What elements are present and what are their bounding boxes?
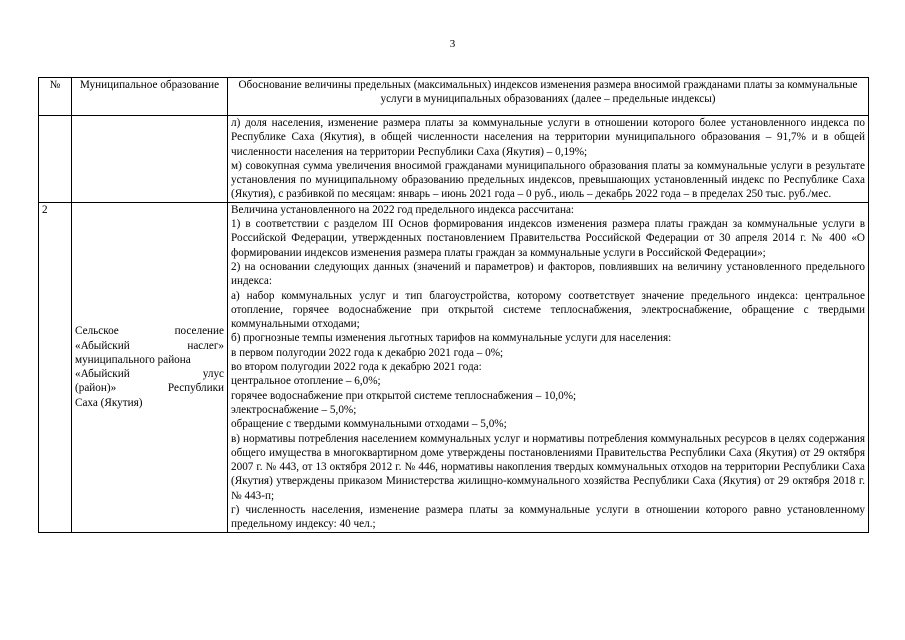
municipality-cell xyxy=(72,202,228,532)
municipality-cell xyxy=(72,116,228,203)
basis-paragraph: г) численность населения, изменение размера платы за коммунальные услуги в отношении которого равно установленному предельному индексу: 40 чел.; xyxy=(231,504,865,531)
basis-paragraph: Величина установленного на 2022 год предельного индекса рассчитана: xyxy=(231,203,575,216)
row-number-cell xyxy=(39,116,72,203)
basis-paragraph: а) набор коммунальных услуг и тип благоустройства, которому соответствует значение предельного индекса: центральное отопление, горячее водоснабжение при открытой системе теплоснабжения, электроснабжение, обращение с твердыми коммунальными отходами; xyxy=(231,289,865,331)
basis-paragraph: обращение с твердыми коммунальными отходами – 5,0%; xyxy=(231,418,507,431)
header-number: № xyxy=(39,78,72,116)
table-row xyxy=(39,202,869,532)
basis-paragraph: горячее водоснабжение при открытой системе теплоснабжения – 10,0%; xyxy=(231,389,577,402)
basis-paragraph: б) прогнозные темпы изменения льготных тарифов на коммунальные услуги для населения: xyxy=(231,332,672,345)
basis-paragraph: 1) в соответствии с разделом III Основ формирования индексов изменения размера платы граждан за коммунальные услуги в Российской Федерации, утвержденных постановлением Правительства Российской Федерации от 30 апреля 2014 г. № 400 «О формировании индексов изменения размера платы граждан за коммунальные услуги в Российской Федерации»; xyxy=(231,218,865,259)
table-header-row xyxy=(39,78,869,116)
basis-paragraph: в первом полугодии 2022 года к декабрю 2021 года – 0%; xyxy=(231,346,504,359)
basis-cell xyxy=(228,116,869,203)
municipality-line: муниципального района xyxy=(75,353,191,366)
row-number-cell: 2 xyxy=(39,202,72,532)
table-row xyxy=(39,116,869,203)
municipality-line: (район)» Республики xyxy=(75,382,224,395)
municipality-line: «Абыйский наслег» xyxy=(75,339,224,352)
basis-paragraph: м) совокупная сумма увеличения вносимой гражданами муниципального образования платы за коммунальные услуги в результате установления по муниципальному образованию предельных индексов, превышающих установленный индекс по Республике Саха (Якутия), с разбивкой по месяцам: январь – июнь 2021 года – 0 руб., июль – декабрь 2022 года – в пределах 250 тыс. руб./мес. xyxy=(231,159,865,201)
header-municipality: Муниципальное образование xyxy=(72,78,228,116)
municipality-line: Сельское поселение xyxy=(75,325,224,338)
basis-cell xyxy=(228,202,869,532)
page-number: 3 xyxy=(449,38,456,50)
basis-paragraph: л) доля населения, изменение размера платы за коммунальные услуги в отношении которого более установленного индекса по Республике Саха (Якутия), в общей численности населения на территории муниципального образования – 91,7% и в общей численности населения на территории Республики Саха (Якутия) – 0,19%; xyxy=(231,117,865,158)
municipality-line: «Абыйский улус xyxy=(75,368,224,381)
header-basis: Обоснование величины предельных (максимальных) индексов изменения размера вносимой гражданами платы за коммунальные услуги в муниципальных образованиях (далее – предельные индексы) xyxy=(228,78,869,116)
basis-paragraph: в) нормативы потребления населением коммунальных услуг и нормативы потребления коммунальных ресурсов в целях содержания общего имущества в многоквартирном доме утверждены постановлениями Правительства Республики Саха (Якутия) от 29 октября 2007 г. № 443, от 13 октября 2012 г. № 446, нормативы накопления твердых коммунальных отходов на территории Республики Саха (Якутия) утверждены приказом Министерства жилищно-коммунального хозяйства Республики Саха (Якутия) от 29 октября 2018 г. № 443-п; xyxy=(231,432,865,502)
basis-paragraph: во втором полугодии 2022 года к декабрю 2021 года: xyxy=(231,361,482,374)
basis-paragraph: 2) на основании следующих данных (значений и параметров) и факторов, повлиявших на величину установленного предельного индекса: xyxy=(231,260,865,288)
basis-paragraph: электроснабжение – 5,0%; xyxy=(231,403,357,416)
limit-index-table xyxy=(38,77,869,533)
basis-paragraph: центральное отопление – 6,0%; xyxy=(231,375,381,388)
municipality-line: Саха (Якутия) xyxy=(75,396,143,409)
